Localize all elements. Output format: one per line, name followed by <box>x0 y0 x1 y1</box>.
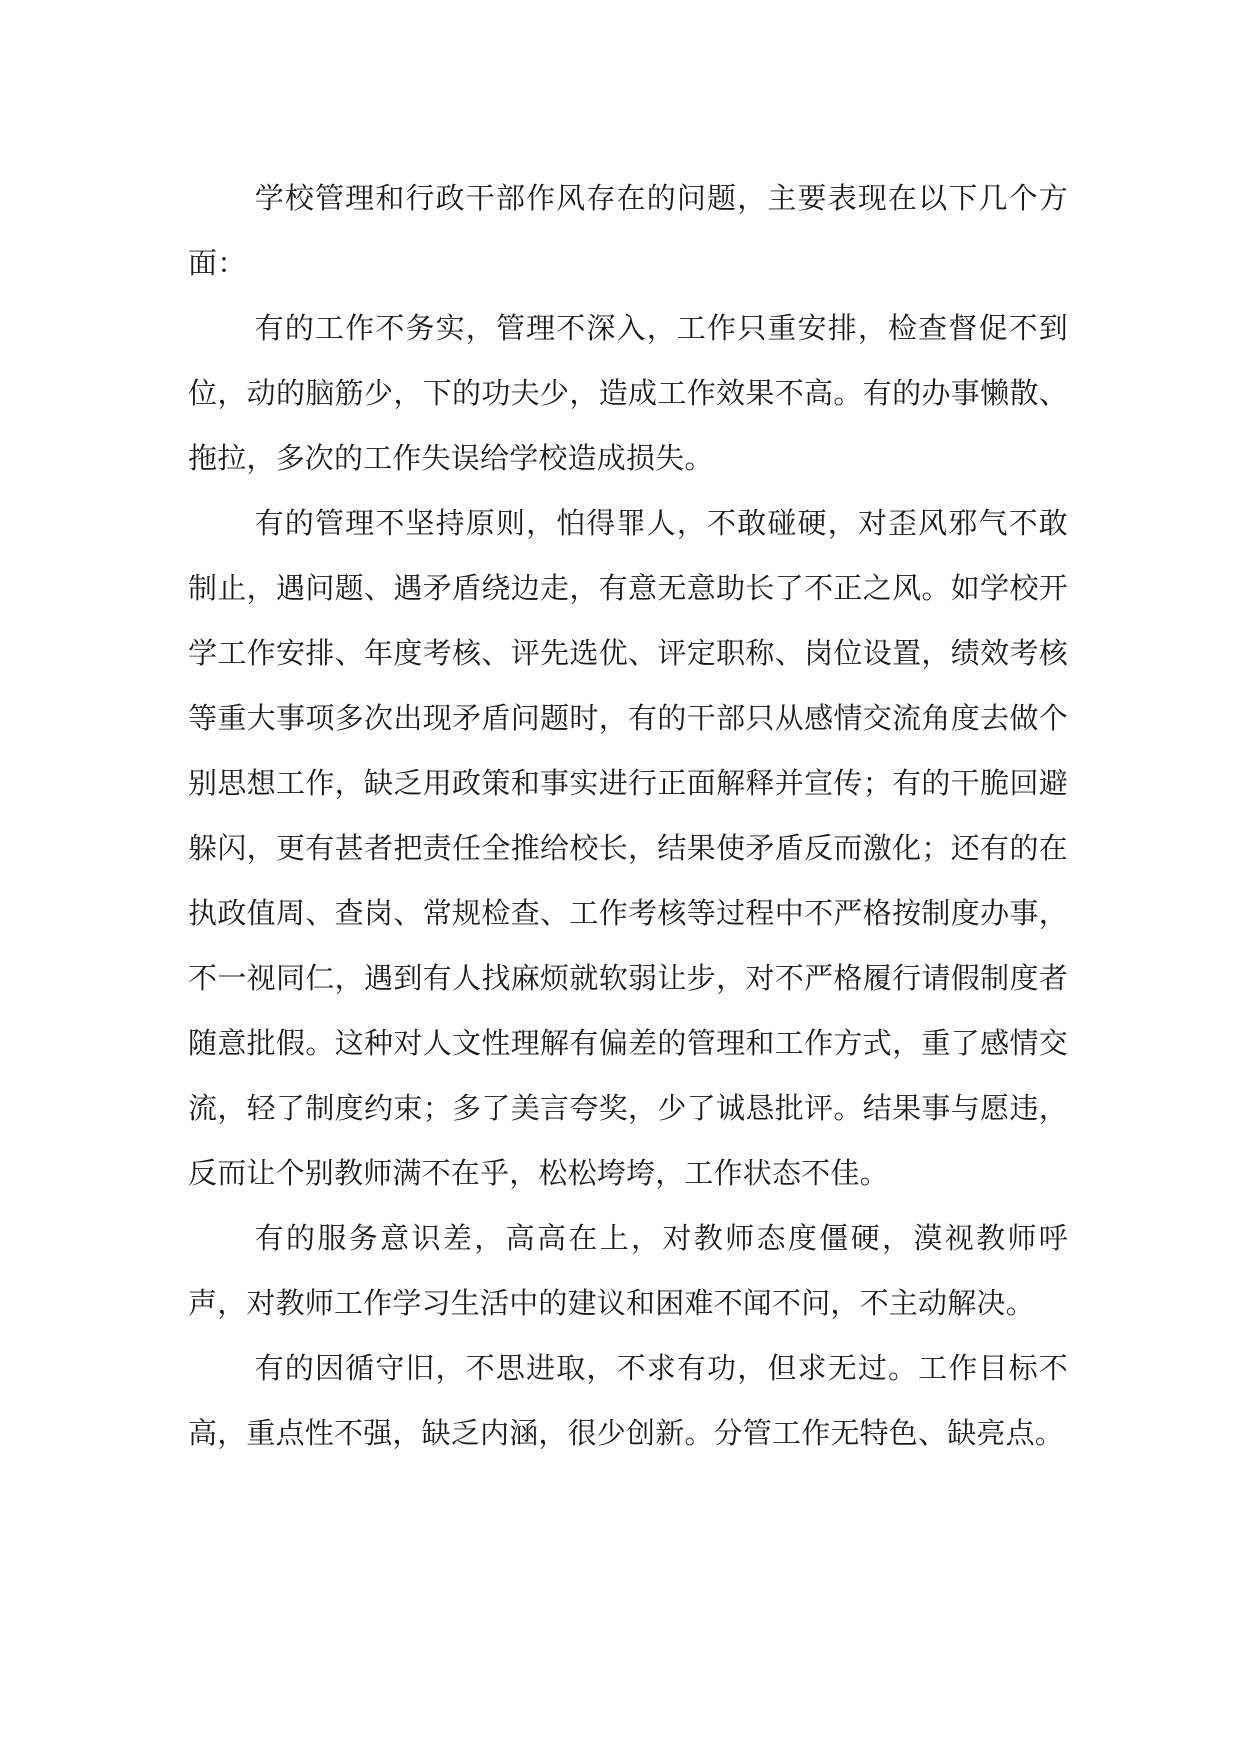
paragraph-no-principle: 有的管理不坚持原则，怕得罪人，不敢碰硬，对歪风邪气不敢制止，遇问题、遇矛盾绕边走，有意无意助长了不正之风。如学校开学工作安排、年度考核、评先选优、评定职称、岗位设置，绩效考核等重大事项多次出现矛盾问题时，有的干部只从感情交流角度去做个别思想工作，缺乏用政策和事实进行正面解释并宣传；有的干脆回避躲闪，更有甚者把责任全推给校长，结果使矛盾反而激化；还有的在执政值周、查岗、常规检查、工作考核等过程中不严格按制度办事，不一视同仁，遇到有人找麻烦就软弱让步，对不严格履行请假制度者随意批假。这种对人文性理解有偏差的管理和工作方式，重了感情交流，轻了制度约束；多了美言夸奖，少了诚恳批评。结果事与愿违，反而让个别教师满不在乎，松松垮垮，工作状态不佳。 <box>188 506 1068 1190</box>
document-body <box>188 166 1068 1466</box>
paragraph-work-not-practical: 有的工作不务实，管理不深入，工作只重安排，检查督促不到位，动的脑筋少，下的功夫少，造成工作效果不高。有的办事懒散、拖拉，多次的工作失误给学校造成损失。 <box>188 311 1068 475</box>
paragraph-intro: 学校管理和行政干部作风存在的问题，主要表现在以下几个方面： <box>188 181 1068 280</box>
paragraph-poor-service: 有的服务意识差，高高在上，对教师态度僵硬，漠视教师呼声，对教师工作学习生活中的建议和困难不闻不问，不主动解决。 <box>188 1221 1068 1320</box>
paragraph-conservative: 有的因循守旧，不思进取，不求有功，但求无过。工作目标不高，重点性不强，缺乏内涵，很少创新。分管工作无特色、缺亮点。 <box>188 1351 1068 1450</box>
